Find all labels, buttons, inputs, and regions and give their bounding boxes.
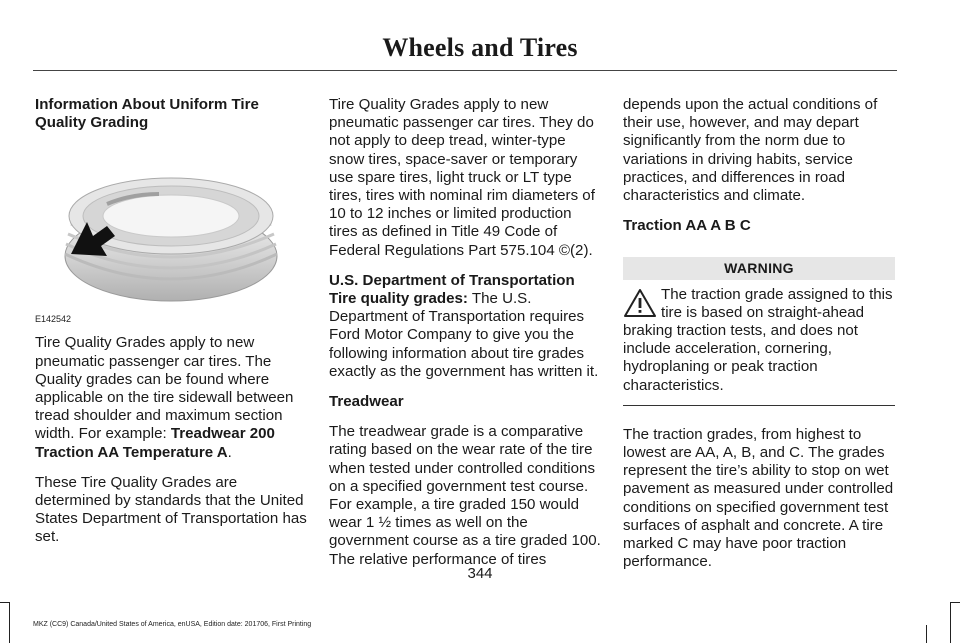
warning-text: The traction grade assigned to this tire is based on straight-ahead braking traction tests, and does not include acceleration, cornering, hydroplaning or peak traction characteristics.	[623, 285, 893, 394]
crop-mark	[0, 602, 10, 603]
crop-mark	[950, 602, 960, 603]
paragraph-dot	[329, 272, 602, 381]
warning-label: WARNING	[623, 257, 895, 279]
column-3	[623, 96, 895, 583]
paragraph-exclusions: Tire Quality Grades apply to new pneumatic passenger car tires. They do not apply to deep tread, winter-type snow tires, space-saver or temporary use spare tires, light truck or LT type tires, tires with nominal rim diameters of 10 to 12 inches or limited production tires as defined in Title 49 Code of Federal Regulations Part 575.104 ©(2).	[329, 96, 595, 259]
page-header-title: Wheels and Tires	[382, 33, 578, 62]
crop-mark	[9, 602, 10, 643]
dot-text: The U.S. Department of Transportation requires Ford Motor Company to give you the following information about tire grades exactly as the government has written it.	[329, 290, 599, 380]
paragraph-grades-apply	[35, 334, 307, 461]
paragraph-standards: These Tire Quality Grades are determined by standards that the United States Department of Transportation has set.	[35, 473, 307, 546]
paragraph-text: Tire Quality Grades apply to new pneumatic passenger car tires. The Quality grades can be found where applicable on the tire sidewall between tread shoulder and maximum section width. For example:	[35, 334, 294, 443]
header-divider	[33, 70, 897, 71]
warning-triangle-icon	[623, 288, 657, 318]
heading-traction: Traction AA A B C	[623, 217, 751, 235]
paragraph-conditions: depends upon the actual conditions of their use, however, and may depart significantly from the norm due to variations in driving habits, service practices, and differences in road characteristics and climate.	[623, 96, 878, 205]
tire-image	[35, 144, 307, 324]
figure-code: E142542	[35, 314, 72, 325]
tire-illustration	[35, 144, 307, 324]
example-grade: Treadwear 200 Traction AA Temperature A	[35, 425, 275, 461]
section-heading-uniform-grading: Information About Uniform Tire Quality Grading	[35, 96, 259, 132]
paragraph-treadwear: The treadwear grade is a comparative rating based on the wear rate of the tire when tested under controlled conditions on a specified government test course. For example, a tire graded 150 would wear 1 ½ times as well on the government course as a tire graded 100. The relative performance of tires	[329, 423, 601, 568]
warning-box	[623, 286, 895, 406]
heading-treadwear: Treadwear	[329, 393, 404, 411]
crop-mark	[926, 625, 927, 643]
column-1	[35, 96, 307, 559]
crop-mark	[950, 602, 951, 643]
paragraph-traction-grades: The traction grades, from highest to lowest are AA, A, B, and C. The grades represent the tire’s ability to stop on wet pavement as measured under controlled conditions on specified government test surfaces of asphalt and concrete. A tire marked C may have poor traction performance.	[623, 425, 894, 571]
dot-heading: U.S. Department of Transportation Tire quality grades:	[329, 271, 575, 308]
column-2	[329, 96, 602, 581]
period: .	[227, 443, 232, 461]
footer-edition: MKZ (CC9) Canada/United States of America, enUSA, Edition date: 201706, First Printing	[33, 621, 312, 628]
page-number: 344	[467, 565, 493, 582]
